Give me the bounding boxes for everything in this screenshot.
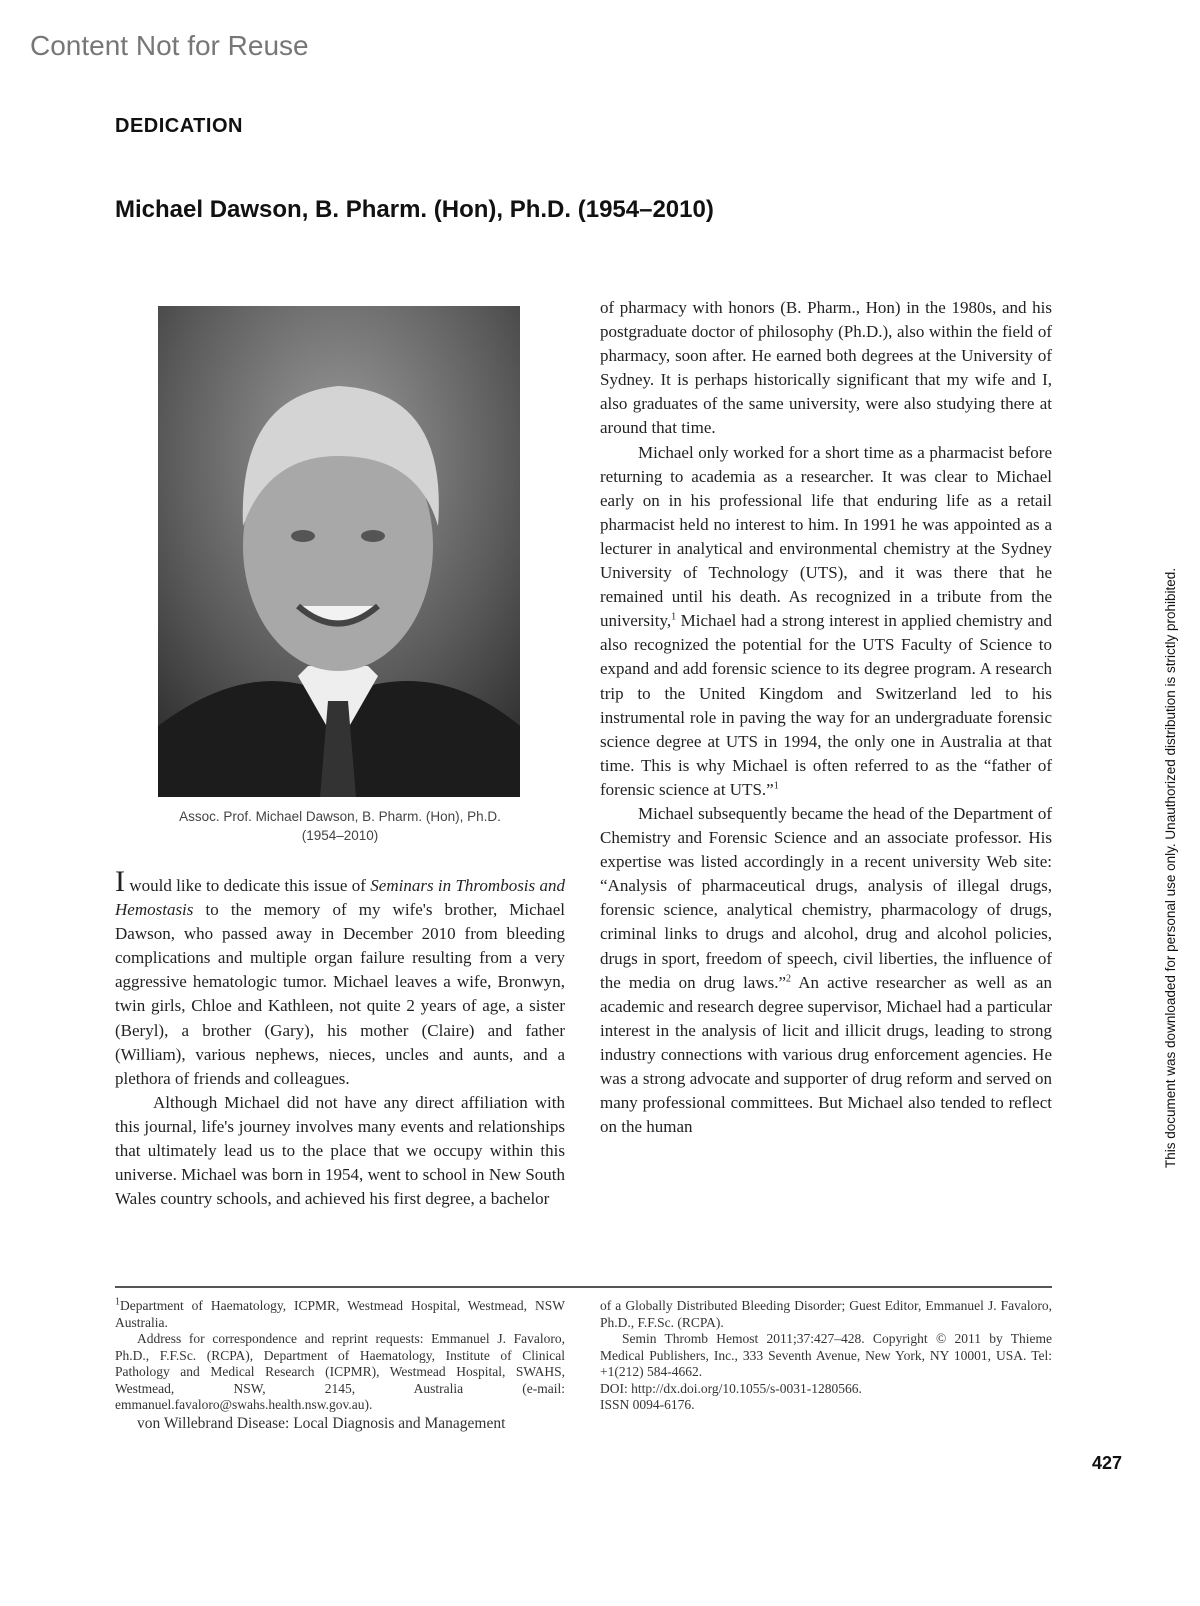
- text: to the memory of my wife's brother, Michael Dawson, who passed away in December 2010 from bleeding complications and multiple organ failure resulting from a very aggressive hematologic tumor. Michael leaves a wife, Bronwyn, twin girls, Chloe and Kathleen, not quite 2 years of age, a sister (Beryl), a brother (Gary), his mother (Claire) and father (William), various nephews, nieces, uncles and aunts, and a plethora of friends and colleagues.: [115, 900, 565, 1088]
- text: Department of Haematology, ICPMR, Westmead Hospital, Westmead, NSW Australia.: [115, 1298, 565, 1330]
- paragraph: [600, 802, 1052, 1139]
- watermark: Content Not for Reuse: [30, 30, 309, 61]
- caption-line: (1954–2010): [301, 828, 379, 843]
- paragraph: of pharmacy with honors (B. Pharm., Hon) in the 1980s, and his postgraduate doctor of philosophy (Ph.D.), also within the field of pharmacy, soon after. He earned both degrees at the University of Sydney. It is perhaps historically significant that my wife and I, also graduates of the same university, were also studying there at around that time.: [600, 298, 1052, 438]
- reference-link[interactable]: 1: [671, 611, 677, 623]
- article-title: Michael Dawson, B. Pharm. (Hon), Ph.D. (1954–2010): [115, 196, 714, 223]
- footnotes-right: [600, 1298, 1052, 1414]
- photo-caption: [130, 807, 550, 845]
- section-heading: DEDICATION: [115, 115, 243, 137]
- correspondence-address: Address for correspondence and reprint requests: Emmanuel J. Favaloro, Ph.D., F.F.Sc. (RCPA), Department of Haematology, Institute of Clinical Pathology and Medical Research (ICPMR), Westmead Hospital, SWAHS, Westmead, NSW, 2145, Australia (e-mail: emmanuel.favaloro@swahs.health.nsw.gov.au).: [115, 1331, 565, 1412]
- drop-cap: I: [115, 865, 125, 898]
- left-column: [115, 865, 565, 1211]
- paragraph: [600, 441, 1052, 802]
- issue-title-continued: of a Globally Distributed Bleeding Disorder; Guest Editor, Emmanuel J. Favaloro, Ph.D., F.F.Sc. (RCPA).: [600, 1298, 1052, 1330]
- usage-notice: This document was downloaded for personal use only. Unauthorized distribution is strictly prohibited.: [1163, 567, 1178, 1168]
- footnotes-left: [115, 1298, 565, 1433]
- text: Michael only worked for a short time as a pharmacist before returning to academia as a researcher. It was clear to Michael early on in his professional life that enduring life as a retail pharmacist held no interest to him. In 1991 he was appointed as a lecturer in analytical and environmental chemistry at the Sydney University of Technology (UTS), and it was there that he remained until his death. As recognized in a tribute from the university,: [600, 442, 1052, 631]
- issn: ISSN 0094-6176.: [600, 1397, 695, 1412]
- reference-link[interactable]: 2: [786, 972, 792, 984]
- right-column: [600, 296, 1052, 1139]
- portrait-photo: [158, 306, 520, 797]
- text: An active researcher as well as an academic and research degree supervisor, Michael had a particular interest in the analysis of licit and illicit drugs, leading to strong industry connections with various drug enforcement agencies. He was a strong advocate and supporter of drug reform and served on many professional committees. But Michael also tended to reflect on the human: [600, 972, 1052, 1137]
- page-number: 427: [1092, 1453, 1123, 1473]
- citation: Semin Thromb Hemost 2011;37:427–428. Copyright © 2011 by Thieme Medical Publishers, Inc., 333 Seventh Avenue, New York, NY 10001, USA. Tel: +1(212) 584-4662.: [600, 1331, 1052, 1379]
- text: would like to dedicate this issue of: [125, 876, 371, 895]
- doi-link[interactable]: DOI: http://dx.doi.org/10.1055/s-0031-1280566.: [600, 1380, 862, 1396]
- affiliation: [115, 1298, 565, 1331]
- issue-title: von Willebrand Disease: Local Diagnosis and Management: [137, 1414, 506, 1432]
- reference-link[interactable]: 1: [773, 780, 779, 792]
- journal-title: Seminars in Thrombosis and Hemostasis: [115, 876, 565, 920]
- text: Michael subsequently became the head of the Department of Chemistry and Forensic Science and an associate professor. His expertise was listed accordingly in a recent university Web site: “Analysis of pharmaceutical drugs, analysis of illegal drugs, forensic science, analytical chemistry, pharmacology of drugs, criminal links to drugs and alcohol, drug and alcohol policies, drugs in sport, freedom of speech, civil liberties, the influence of the media on drug laws.”: [600, 803, 1052, 992]
- paragraph: Although Michael did not have any direct affiliation with this journal, life's journey involves many events and relationships that ultimately lead us to the place that we occupy within this universe. Michael was born in 1954, went to school in New South Wales country schools, and achieved his first degree, a bachelor: [115, 1092, 565, 1209]
- text: Michael had a strong interest in applied chemistry and also recognized the potential for the UTS Faculty of Science to expand and add forensic science to its degree program. A research trip to the United Kingdom and Switzerland led to his instrumental role in paving the way for an undergraduate forensic science degree at UTS in 1994, the only one in Australia at that time. This is why Michael is often referred to as the “father of forensic science at UTS.”: [600, 611, 1052, 799]
- footnote-marker: 1: [115, 1296, 120, 1308]
- caption-line: Assoc. Prof. Michael Dawson, B. Pharm. (Hon), Ph.D.: [179, 809, 501, 824]
- footnote-divider: [115, 1286, 1052, 1288]
- paragraph: [115, 865, 565, 1091]
